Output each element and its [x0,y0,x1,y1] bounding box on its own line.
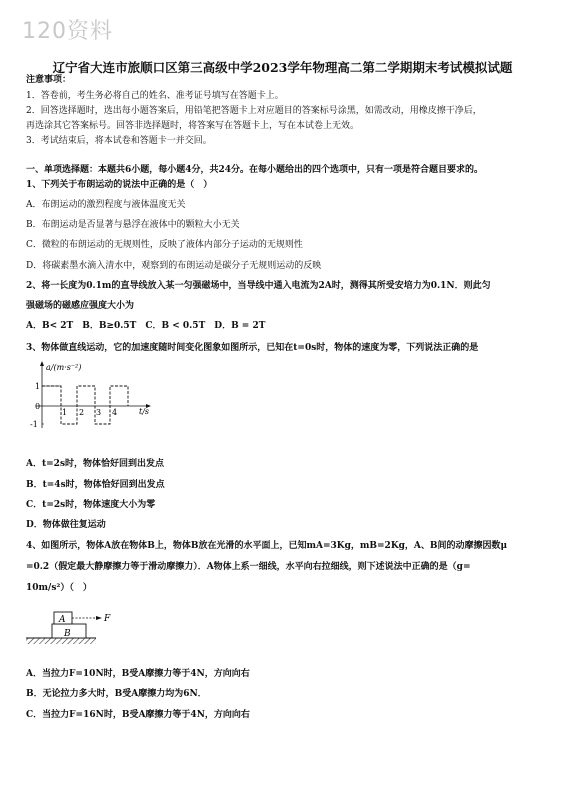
graph-x-tick: 2 [79,408,85,417]
question-3-option-d: D．物体做往复运动 [26,520,106,530]
question-4-option-b: B．无论拉力多大时，B受A摩擦力均为6N． [26,689,207,699]
question-3-option-b: B．t=4s时，物体恰好回到出发点 [26,480,165,490]
graph-x-label: t/s [139,407,150,416]
graph-y-tick: 1 [35,382,41,391]
graph-y-tick: 0 [35,402,41,411]
graph-y-label: a/(m·s⁻²) [46,363,82,372]
notice-heading: 注意事项： [26,75,72,85]
notice-item: 2．回答选择题时，选出每小题答案后，用铅笔把答题卡上对应题目的答案标号涂黑，如需改动，用橡皮擦干净后， [26,106,482,116]
graph-y-tick: -1 [30,420,38,429]
question-2-stem: 2、将一长度为0.1m的直导线放入某一匀强磁场中，当导线中通入电流为2A时，测得其所受安培力为0.1N．则此匀 [26,281,491,291]
question-1-option-b: B．布朗运动是否显著与悬浮在液体中的颗粒大小无关 [26,220,240,230]
page-title: 辽宁省大连市旅顺口区第三高级中学2023学年物理高二第二学期期末考试模拟试题 [52,60,513,75]
question-1-stem: 1、下列关于布朗运动的说法中正确的是（ ） [26,180,213,190]
block-b-label: B [64,629,71,639]
question-4-stem-cont: =0.2（假定最大静摩擦力等于滑动摩擦力）．A物体上系一细线，水平向右拉细线，则下述说法中正确的是（g= [26,562,471,572]
question-4-option-a: A．当拉力F=10N时，B受A摩擦力等于4N，方向向右 [26,669,250,679]
graph-x-tick: 1 [62,408,68,417]
notice-item: 再选涂其它答案标号。回答非选择题时，将答案写在答题卡上，写在本试卷上无效。 [26,121,360,131]
question-2-stem-cont: 强磁场的磁感应强度大小为 [26,301,135,311]
notice-item: 1．答卷前，考生务必将自己的姓名、准考证号填写在答题卡上。 [26,91,284,101]
block-a-label: A [59,615,66,625]
question-1-option-d: D．将碳素墨水滴入清水中，观察到的布朗运动是碳分子无规则运动的反映 [26,261,322,271]
force-label: F [104,614,111,624]
question-1-option-a: A．布朗运动的激烈程度与液体温度无关 [26,200,186,210]
question-1-option-c: C．微粒的布朗运动的无规则性，反映了液体内部分子运动的无规则性 [26,240,303,250]
question-3-stem: 3、物体做直线运动，它的加速度随时间变化图象如图所示，已知在t=0s时，物体的速度为零，下列说法正确的是 [26,343,479,353]
question-4-stem: 4、如图所示，物体A放在物体B上，物体B放在光滑的水平面上，已知mA=3Kg，mB=2Kg，A、B间的动摩擦因数μ [26,541,508,551]
graph-x-tick: 4 [112,408,118,417]
graph-x-tick: 3 [96,408,102,417]
acceleration-time-graph [26,360,166,432]
question-2-options: A．B< 2T B．B≥0.5T C．B < 0.5T D．B = 2T [26,321,266,331]
question-3-option-c: C．t=2s时，物体速度大小为零 [26,500,156,510]
watermark-logo: 120资料 [22,19,113,44]
blocks-figure [26,606,126,646]
notice-item: 3．考试结束后，将本试卷和答题卡一并交回。 [26,136,212,146]
question-4-stem-cont: 10m/s²）（ ） [26,583,92,593]
question-3-option-a: A．t=2s时，物体恰好回到出发点 [26,459,165,469]
section-heading: 一、单项选择题：本题共6小题，每小题4分，共24分。在每小题给出的四个选项中，只有一项是符合题目要求的。 [26,165,484,175]
question-4-option-c: C．当拉力F=16N时，B受A摩擦力等于4N，方向向右 [26,710,250,720]
